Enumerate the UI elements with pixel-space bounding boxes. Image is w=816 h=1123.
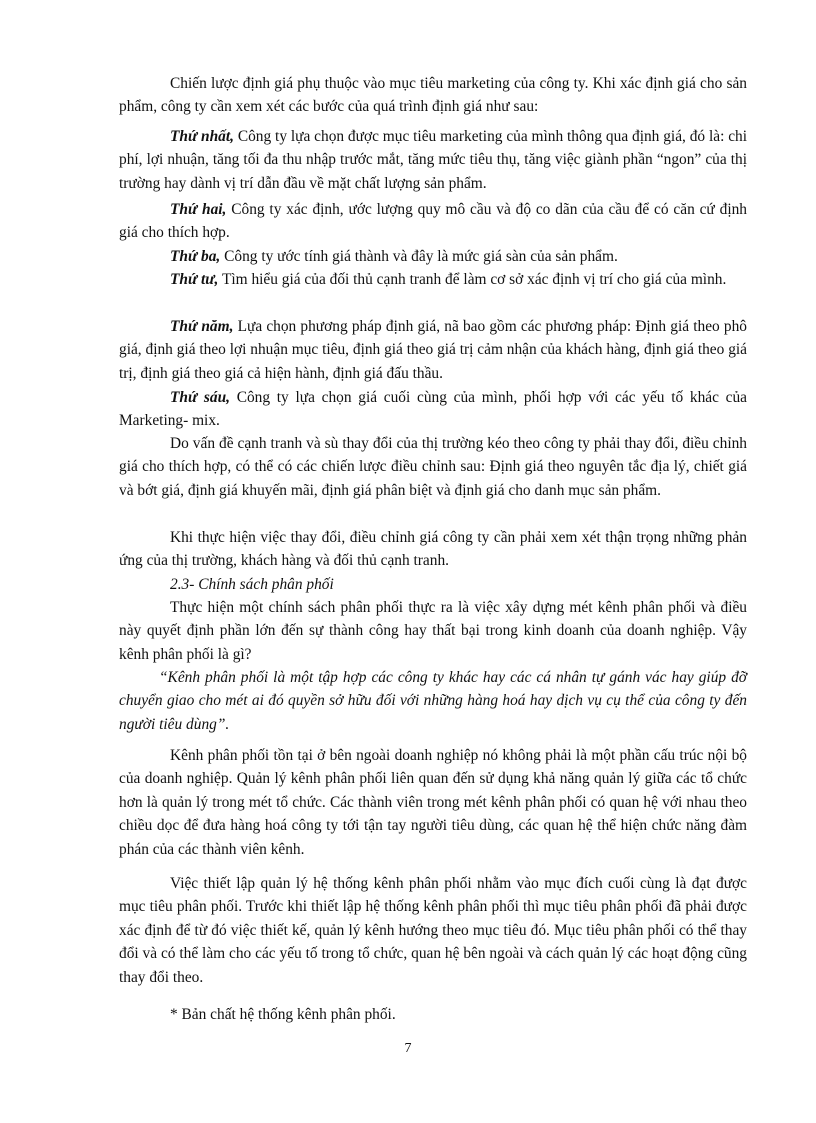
step-2-text: Công ty xác định, ước lượng quy mô cầu và độ co dãn của cầu để có căn cứ định giá cho thích hợp. — [119, 201, 747, 242]
step-6-text: Công ty lựa chọn giá cuối cùng của mình, phối hợp với các yếu tố khác của Marketing- mix. — [119, 389, 747, 430]
step-3-lead: Thứ ba, — [170, 248, 221, 265]
step-6-paragraph — [119, 386, 747, 433]
careful-paragraph: Khi thực hiện việc thay đổi, điều chỉnh giá công ty cần phải xem xét thận trọng những phản ứng của thị trường, khách hàng và đối thủ cạnh tranh. — [119, 529, 747, 570]
system-paragraph: Việc thiết lập quản lý hệ thống kênh phân phối nhằm vào mục đích cuối cùng là đạt được mục tiêu phân phối. Trước khi thiết lập hệ thống kênh phân phối thì mục tiêu phân phối đã phải được xác định để từ đó việc thiết kế, quản lý kênh hướng theo mục tiêu đó. Mục tiêu phân phối có thể thay đổi và có thể làm cho các yếu tố trong tổ chức, quan hệ bên ngoài và cách quản lý các hoạt động cũng thay đổi theo. — [119, 875, 747, 986]
step-1-text: Công ty lựa chọn được mục tiêu marketing của mình thông qua định giá, đó là: chi phí, lợi nhuận, tăng tối đa thu nhập trước mắt, tăng mức tiêu thụ, tăng việc giành phần “ngon” của thị trường hay dành vị trí dẫn đầu về mặt chất lượng sản phẩm. — [119, 128, 747, 192]
step-1-lead: Thứ nhất, — [170, 128, 234, 145]
step-3-paragraph — [119, 245, 747, 268]
step-6-lead: Thứ sáu, — [170, 389, 230, 406]
step-5-lead: Thứ năm, — [170, 318, 234, 335]
page-number: 7 — [404, 1041, 412, 1056]
step-4-paragraph — [119, 268, 747, 291]
distribution-paragraph: Thực hiện một chính sách phân phối thực ra là việc xây dựng mét kênh phân phối và điều này quyết định phần lớn đến sự thành công hay thất bại trong kinh doanh của doanh nghiệp. Vậy kênh phân phối là gì? — [119, 599, 747, 663]
intro-paragraph: Chiến lược định giá phụ thuộc vào mục tiêu marketing của công ty. Khi xác định giá cho sản phẩm, công ty cần xem xét các bước của quá trình định giá như sau: — [119, 75, 747, 116]
step-2-lead: Thứ hai, — [170, 201, 227, 218]
step-3-text: Công ty ước tính giá thành và đây là mức giá sàn của sản phẩm. — [220, 248, 618, 265]
step-4-text: Tìm hiểu giá của đối thủ cạnh tranh để làm cơ sở xác định vị trí cho giá của mình. — [218, 271, 727, 288]
section-heading: 2.3- Chính sách phân phối — [170, 576, 334, 593]
step-4-lead: Thứ tư, — [170, 271, 219, 288]
definition-quote: “Kênh phân phối là một tập hợp các công ty khác hay các cá nhân tự gánh vác hay giúp đỡ chuyển giao cho mét ai đó quyền sở hữu đối với những hàng hoá hay dịch vụ cụ thể của công ty đến người tiêu dùng”. — [119, 669, 747, 733]
competition-paragraph: Do vấn đề cạnh tranh và sù thay đổi của thị trường kéo theo công ty phải thay đổi, điều chỉnh giá cho thích hợp, có thể có các chiến lược điều chỉnh sau: Định giá theo nguyên tắc địa lý, chiết giá và bớt giá, định giá khuyến mãi, định giá phân biệt và định giá cho danh mục sản phẩm. — [119, 435, 747, 499]
step-5-paragraph — [119, 315, 747, 385]
nature-heading: * Bản chất hệ thống kênh phân phối. — [170, 1006, 396, 1023]
channel-paragraph: Kênh phân phối tồn tại ở bên ngoài doanh nghiệp nó không phải là một phần cấu trúc nội bộ của doanh nghiệp. Quản lý kênh phân phối liên quan đến sử dụng khả năng quản lý giữa các tổ chức hơn là quản lý trong mét tổ chức. Các thành viên trong mét kênh phân phối có quan hệ với nhau theo chiều dọc để đưa hàng hoá công ty tới tận tay người tiêu dùng, các quan hệ thể hiện chức năng đàm phán của các thành viên kênh. — [119, 747, 747, 858]
step-2-paragraph — [119, 198, 747, 245]
step-1-paragraph — [119, 125, 747, 195]
step-5-text: Lựa chọn phương pháp định giá, nã bao gồm các phương pháp: Định giá theo phô giá, định giá theo lợi nhuận mục tiêu, định giá theo giá trị cảm nhận của khách hàng, định giá theo giá trị, định giá theo giá cả hiện hành, định giá đấu thầu. — [119, 318, 747, 382]
